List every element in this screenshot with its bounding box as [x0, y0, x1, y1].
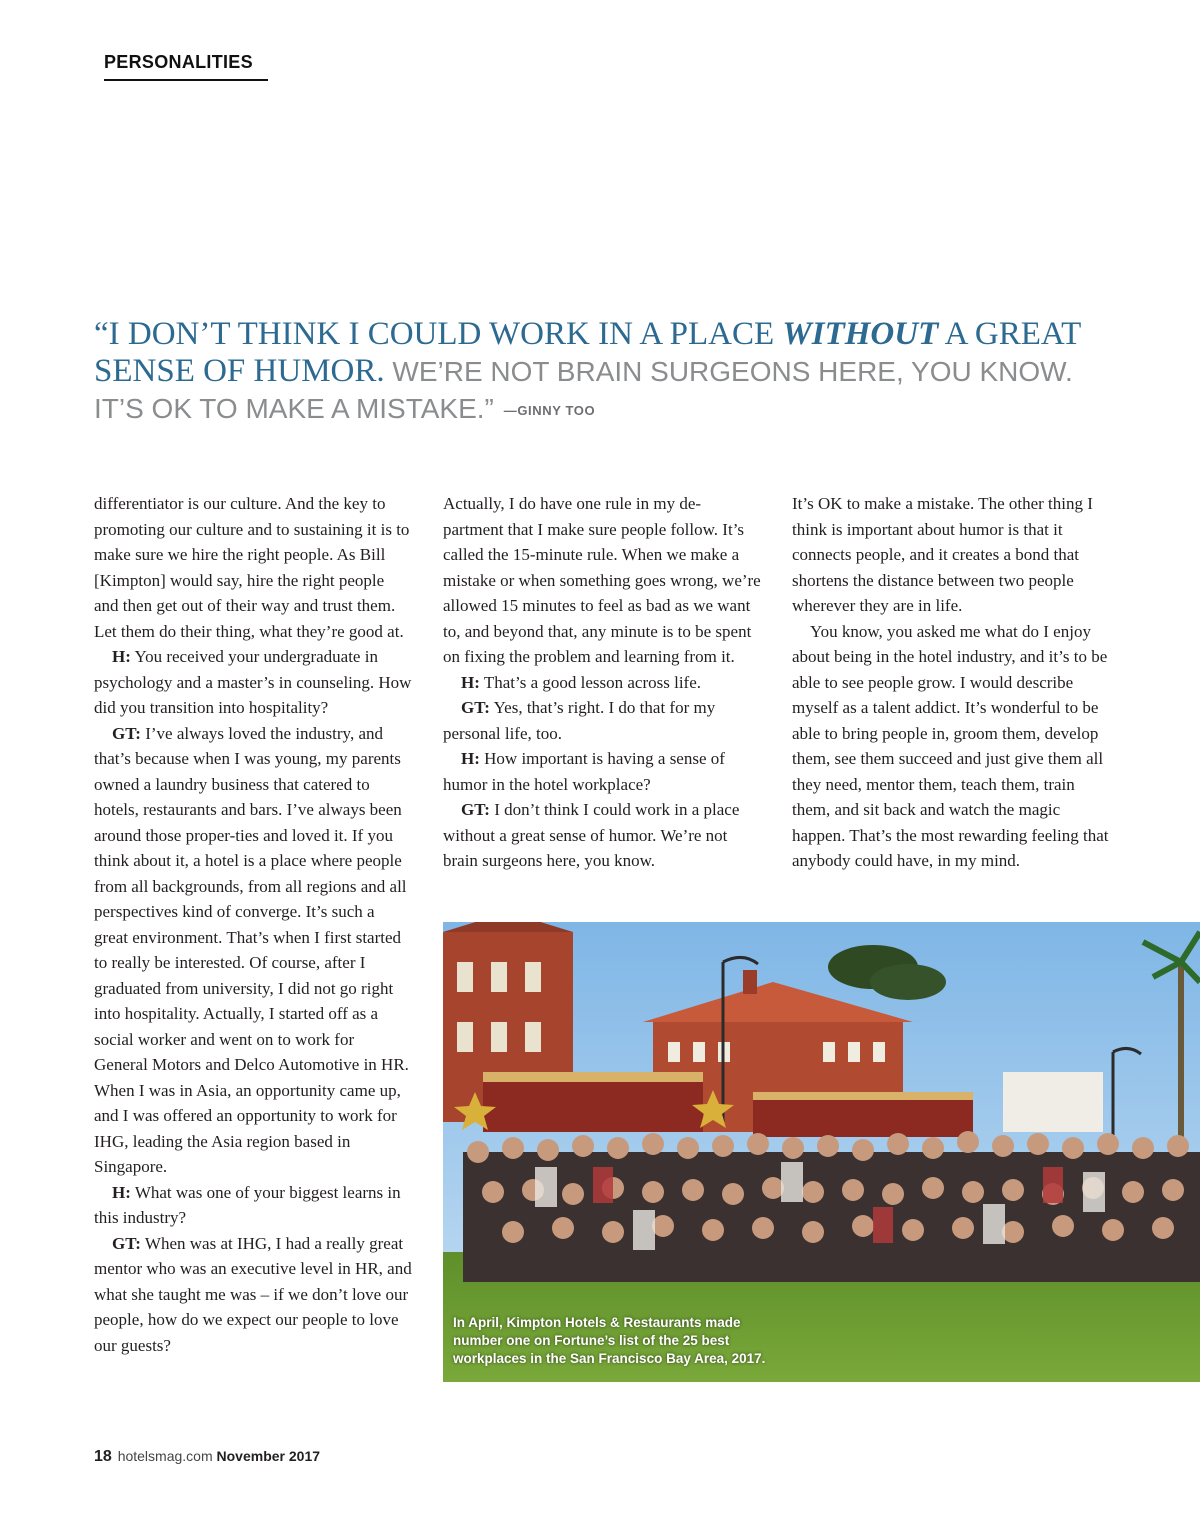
paragraph: [443, 695, 761, 746]
paragraph-text: You received your undergraduate in psychology and a master’s in counseling. How did you transition into hospitality?: [94, 647, 412, 717]
pull-quote-attribution: —GINNY TOO: [503, 403, 596, 418]
speaker-label: GT:: [112, 723, 141, 743]
paragraph: [443, 670, 761, 696]
speaker-label: GT:: [461, 800, 490, 819]
article-column-1: [94, 491, 412, 1358]
speaker-label: GT:: [461, 698, 490, 717]
footer-site: hotelsmag.com: [117, 1448, 213, 1464]
paragraph-text: What was one of your biggest learns in this industry?: [94, 1182, 401, 1227]
speaker-label: H:: [112, 1182, 131, 1202]
article-column-2: [443, 491, 761, 874]
speaker-label: H:: [461, 672, 480, 692]
speaker-label: H:: [112, 647, 131, 666]
speaker-label: GT:: [112, 1233, 141, 1253]
paragraph: Actually, I do have one rule in my de-partment that I make sure people follow. It’s called the 15-minute rule. When we make a mistake or when something goes wrong, we’re allowed 15 minutes to feel as bad as we want to, and beyond that, any minute is to be spent on fixing the problem and learning from it.: [443, 494, 761, 666]
paragraph: [443, 746, 761, 797]
pull-quote-rest: WE’RE NOT BRAIN SURGEONS HERE, YOU KNOW. IT’S OK TO MAKE A MISTAKE.”: [94, 356, 1073, 424]
paragraph: [94, 1231, 412, 1359]
page-number: 18: [94, 1448, 112, 1465]
paragraph: You know, you asked me what do I enjoy about being in the hotel industry, and it’s to be able to see people grow. I would describe myself as a talent addict. It’s wonderful to be able to bring people in, groom them, develop them, see them succeed and just give them all they need, mentor them, teach them, train them, and sit back and watch the magic happen. That’s the most rewarding feeling that anybody could have, in my mind.: [792, 621, 1109, 870]
paragraph-text: I don’t think I could work in a place without a great sense of humor. We’re not brain surgeons here, you know.: [443, 800, 740, 870]
paragraph: It’s OK to make a mistake. The other thing I think is important about humor is that it connects people, and it creates a bond that shortens the distance between two people wherever they are in life.: [792, 494, 1093, 615]
article-column-3: [792, 491, 1110, 874]
footer-issue-date: November 2017: [216, 1448, 321, 1464]
pull-quote-lead-2: A GREAT SENSE OF HUMOR.: [94, 316, 1081, 389]
paragraph-text: How important is having a sense of humor in the hotel workplace?: [443, 749, 725, 794]
paragraph: [94, 644, 412, 721]
paragraph: differentiator is our culture. And the key to promoting our culture and to sustaining it is to make sure we hire the right people. As Bill [Kimpton] would say, hire the right people and then get out of their way and trust them. Let them do their thing, what they’re good at.: [94, 494, 410, 641]
group-photo: [443, 922, 1200, 1382]
paragraph-text: Yes, that’s right. I do that for my personal life, too.: [443, 698, 716, 743]
page-footer: [94, 1448, 320, 1466]
paragraph: [443, 797, 761, 874]
paragraph-text: I’ve always loved the industry, and that’s because when I was young, my parents owned a laundry business that catered to hotels, restaurants and bars. I’ve always been around those proper-ties and loved it. If you think about it, a hotel is a place where people from all backgrounds, from all regions and all perspectives kind of converge. It’s such a great environment. That’s when I first started to really be interested. Of course, after I graduated from university, I did not go right into hospitality. Actually, I started off as a social worker and went on to work for General Motors and Delco Automotive in HR. When I was in Asia, an opportunity came up, and I was offered an opportunity to work for IHG, leading the Asia region based in Singapore.: [94, 723, 409, 1176]
paragraph: [94, 1180, 412, 1231]
group-photo-illustration: [443, 922, 1200, 1382]
section-label: PERSONALITIES: [104, 52, 268, 81]
pull-quote-emphasis: WITHOUT: [782, 316, 939, 352]
paragraph-text: When was at IHG, I had a really great mentor who was an executive level in HR, and what she taught me was – if we don’t love our people, how do we expect our people to love our guests?: [94, 1233, 412, 1355]
photo-caption: In April, Kimpton Hotels & Restaurants made number one on Fortune’s list of the 25 best workplaces in the San Francisco Bay Area, 2017.: [453, 1315, 766, 1366]
paragraph-text: That’s a good lesson across life.: [479, 672, 702, 692]
pull-quote-lead: “I DON’T THINK I COULD WORK IN A PLACE: [94, 316, 783, 352]
pull-quote: [94, 316, 1104, 429]
speaker-label: H:: [461, 749, 480, 768]
paragraph: [94, 721, 412, 1180]
